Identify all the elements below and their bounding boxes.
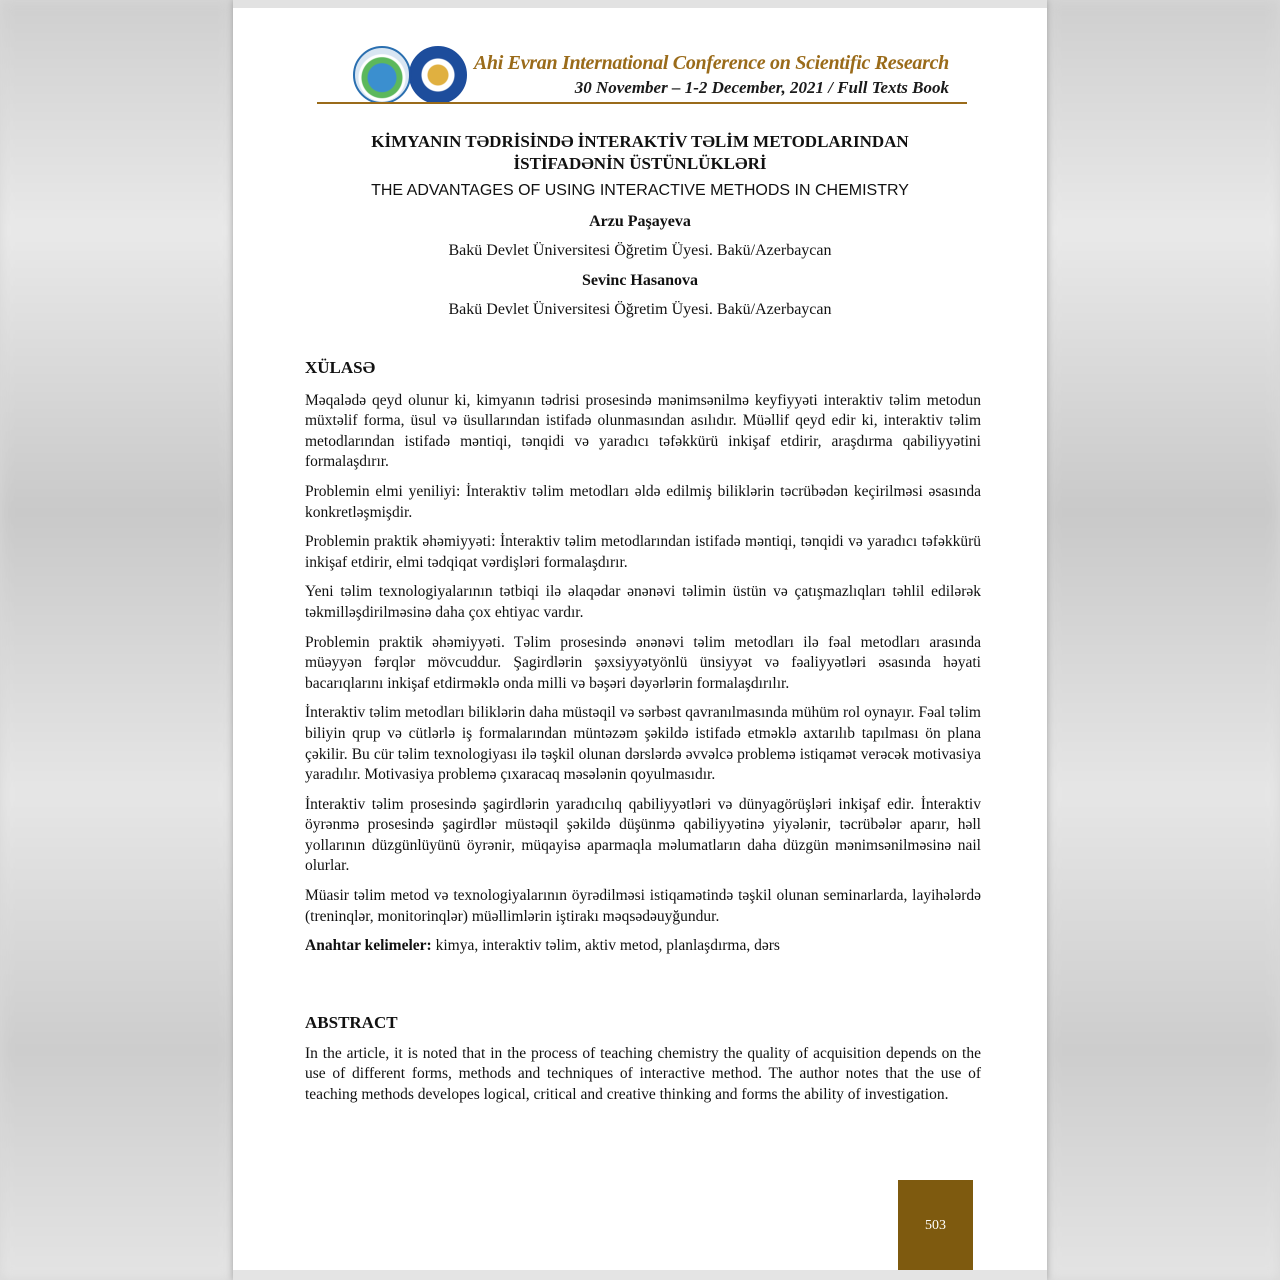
keywords-line xyxy=(305,936,981,957)
keywords-label: Anahtar kelimeler: xyxy=(305,937,432,955)
paragraph: İnteraktiv təlim metodları biliklərin daha müstəqil və sərbəst qavranılmasında mühüm rol oynayır. Fəal təlim biliyin qrup və cütlərlə iş formalarından müntəzəm şəkildə istifadə etməklə axtarılıb tapılması ön plana çəkilir. Bu cür təlim texnologiyası ilə təşkil olunan dərslərdə əvvəlcə problemə istiqamət verəcək motivasiya yaradılır. Motivasiya problemə çıxaracaq məsələnin qoyulmasıdır. xyxy=(305,704,981,784)
paragraph: Yeni təlim texnologiyalarının tətbiqi ilə əlaqədar ənənəvi təlimin üstün və çatışmazlıqları təhlil edilərək təkmilləşdirilməsinə daha çox ehtiyac vardır. xyxy=(305,583,981,621)
conference-logo-icon xyxy=(353,46,411,104)
blurred-background-left xyxy=(0,0,233,1280)
blurred-background-right xyxy=(1047,0,1280,1280)
paragraph: İnteraktiv təlim prosesində şagirdlərin yaradıcılıq qabiliyyətləri və dünyagörüşləri inkişaf edir. İnteraktiv öyrənmə prosesində şagirdlər müstəqil şəkildə düşünmə qabiliyyətinə yiyələnir, təcrübələr aparır, həll yollarının düzgünlüyünü öyrənir, müqayisə aparmaqla məlumatların daha düzgün mənimsənilməsinə nail olurlar. xyxy=(305,795,981,875)
conference-date: 30 November – 1-2 December, 2021 / Full Texts Book xyxy=(574,78,949,97)
xulase-section xyxy=(305,358,981,966)
paper-title-az-line1: KİMYANIN TƏDRİSİNDƏ İNTERAKTİV TƏLİM METODLARINDAN xyxy=(371,132,909,151)
author-affiliation: Bakü Devlet Üniversitesi Öğretim Üyesi. Bakü/Azerbaycan xyxy=(448,242,832,259)
author-affiliation: Bakü Devlet Üniversitesi Öğretim Üyesi. Bakü/Azerbaycan xyxy=(448,301,832,318)
paragraph: Problemin praktik əhəmiyyəti: İnteraktiv təlim metodlarından istifadə məntiqi, tənqidi və yaradıcı təfəkkürü inkişaf etdirir, elmi tədqiqat vərdişləri formalaşdırır. xyxy=(305,533,981,571)
abstract-section xyxy=(305,1013,981,1114)
section-heading: ABSTRACT xyxy=(305,1013,398,1032)
page-bottom-edge xyxy=(233,1270,1047,1280)
page-number: 503 xyxy=(898,1180,973,1272)
paper-title-en: THE ADVANTAGES OF USING INTERACTIVE METHODS IN CHEMISTRY xyxy=(371,182,909,199)
paper-title-az xyxy=(233,131,1047,175)
section-heading: XÜLASƏ xyxy=(305,358,376,377)
paper-title-az-line2: İSTİFADƏNİN ÜSTÜNLÜKLƏRİ xyxy=(513,154,767,173)
paragraph: In the article, it is noted that in the process of teaching chemistry the quality of acquisition depends on the use of different forms, methods and techniques of interactive method. The author notes that the use of teaching methods developes logical, critical and creative thinking and forms the ability of investigation. xyxy=(305,1044,981,1103)
paragraph: Müasir təlim metod və texnologiyalarının öyrədilməsi istiqamətində təşkil olunan seminarlarda, layihələrdə (treninqlər, monitorinqlər) müəllimlərin iştirakı məqsədəuyğundur. xyxy=(305,887,981,925)
document-page xyxy=(233,0,1047,1280)
author-name: Sevinc Hasanova xyxy=(581,272,698,289)
university-seal-icon xyxy=(409,46,467,104)
conference-title: Ahi Evran International Conference on Scientific Research xyxy=(473,52,949,74)
header-divider xyxy=(317,102,967,104)
paragraph: Məqalədə qeyd olunur ki, kimyanın tədrisi prosesində mənimsənilmə keyfiyyəti interaktiv təlim metodun müxtəlif forma, üsul və üsullarından istifadə olunmasından asılıdır. Müəllif qeyd edir ki, interaktiv təlim metodlarından istifadə məntiqi, tənqidi və yaradıcı təfəkkürü inkişaf etdirir, araşdırma qabiliyyətini formalaşdırır. xyxy=(305,391,981,471)
paragraph: Problemin praktik əhəmiyyəti. Təlim prosesində ənənəvi təlim metodları ilə fəal metodları arasında müəyyən fərqlər mövcuddur. Şagirdlərin şəxsiyyətyönlü ünsiyyət və fəaliyyətləri əsasında həyati bacarıqlarını inkişaf etdirməklə onda milli və bəşəri dəyərlərin formalaşdırılır. xyxy=(305,633,981,692)
page-header xyxy=(317,42,967,106)
paragraph: Problemin elmi yeniliyi: İnteraktiv təlim metodları əldə edilmiş biliklərin təcrübədən keçirilməsi əsasında konkretləşmişdir. xyxy=(305,482,981,521)
author-name: Arzu Paşayeva xyxy=(589,213,691,230)
keywords-text: kimya, interaktiv təlim, aktiv metod, planlaşdırma, dərs xyxy=(431,937,780,955)
